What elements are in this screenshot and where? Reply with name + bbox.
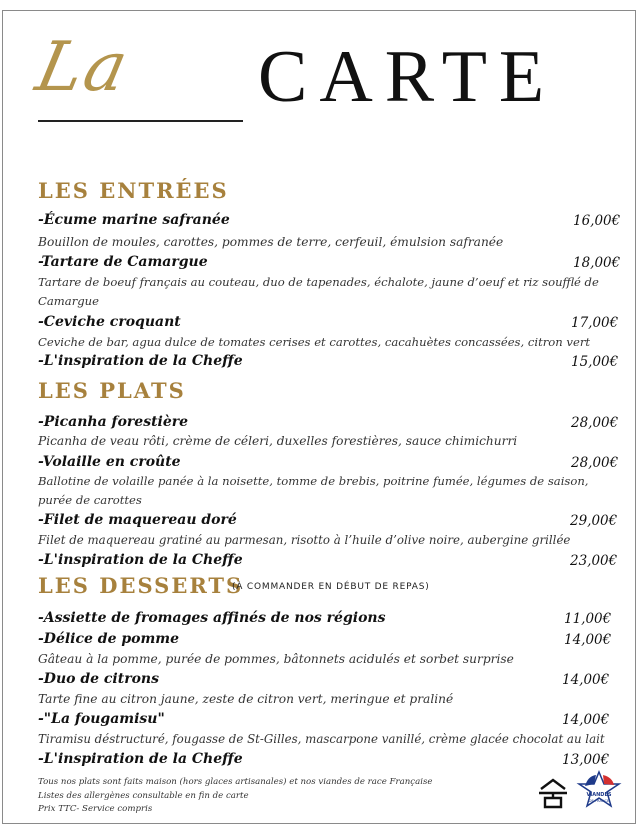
dish-name: -Duo de citrons bbox=[38, 671, 159, 687]
dish-name: -"La fougamisu" bbox=[38, 711, 165, 727]
logo-text: DE FRANCE bbox=[588, 799, 610, 803]
viandes-de-france-logo bbox=[576, 770, 622, 814]
section-title-desserts: LES DESSERTS bbox=[38, 573, 244, 598]
dish-price: 14,00€ bbox=[562, 712, 610, 728]
dish-description: Tartare de boeuf français au couteau, duo de tapenades, échalote, jaune d’oeuf et riz soufflé de bbox=[38, 275, 599, 289]
dish-price: 17,00€ bbox=[571, 315, 619, 331]
dish-name: -Volaille en croûte bbox=[38, 454, 181, 470]
footer-line: Listes des allergènes consultable en fin de carte bbox=[38, 790, 249, 801]
dish-description: Picanha de veau rôti, crème de céleri, duxelles forestières, sauce chimichurri bbox=[38, 434, 518, 448]
dish-name: -Picanha forestière bbox=[38, 414, 189, 430]
dish-price: 14,00€ bbox=[564, 632, 612, 648]
dish-description: Ballotine de volaille panée à la noisette, tomme de brebis, poitrine fumée, légumes de saison, bbox=[38, 474, 589, 488]
footer-line: Prix TTC- Service compris bbox=[38, 804, 153, 814]
dish-price: 15,00€ bbox=[571, 354, 619, 370]
script-title: La bbox=[29, 28, 137, 107]
dish-description: Tarte fine au citron jaune, zeste de citron vert, meringue et praliné bbox=[38, 692, 454, 706]
dish-description: Filet de maquereau gratiné au parmesan, risotto à l’huile d’olive noire, aubergine grillée bbox=[38, 533, 571, 547]
dish-description: Camargue bbox=[38, 294, 99, 308]
dish-price: 28,00€ bbox=[571, 455, 619, 471]
dish-name: -Ceviche croquant bbox=[38, 314, 181, 330]
dish-price: 28,00€ bbox=[571, 415, 619, 431]
logo-text: VIANDES bbox=[586, 792, 612, 798]
dish-price: 16,00€ bbox=[573, 213, 621, 229]
dish-description: Bouillon de moules, carottes, pommes de terre, cerfeuil, émulsion safranée bbox=[38, 235, 504, 249]
footer-notes bbox=[38, 776, 432, 817]
dish-price: 13,00€ bbox=[562, 752, 610, 768]
dish-name: -Tartare de Camargue bbox=[38, 254, 208, 270]
house-logo-icon bbox=[537, 776, 569, 810]
dish-description: purée de carottes bbox=[38, 493, 142, 507]
dish-price: 29,00€ bbox=[570, 513, 618, 529]
dish-description: Ceviche de bar, agua dulce de tomates cerises et carottes, cacahuètes concassées, citron vert bbox=[38, 335, 591, 349]
dish-name: -L'inspiration de la Cheffe bbox=[38, 353, 243, 369]
dish-price: 23,00€ bbox=[570, 553, 618, 569]
star-flag-icon bbox=[576, 770, 622, 814]
dish-name: -Filet de maquereau doré bbox=[38, 512, 237, 528]
dish-description: Gâteau à la pomme, purée de pommes, bâtonnets acidulés et sorbet surprise bbox=[38, 652, 514, 666]
dish-name: -L'inspiration de la Cheffe bbox=[38, 751, 243, 767]
dish-name: -Assiette de fromages affinés de nos régions bbox=[38, 610, 386, 626]
dish-description: Tiramisu déstructuré, fougasse de St-Gilles, mascarpone vanillé, crème glacée chocolat au lait bbox=[38, 732, 605, 746]
dish-price: 11,00€ bbox=[564, 611, 612, 627]
dish-price: 18,00€ bbox=[573, 255, 621, 271]
footer-line: Tous nos plats sont faits maison (hors glaces artisanales) et nos viandes de race Française bbox=[38, 777, 433, 787]
dish-name: -L'inspiration de la Cheffe bbox=[38, 552, 243, 568]
page-title: CARTE bbox=[258, 36, 557, 118]
section-title-entrees: LES ENTRÉES bbox=[38, 178, 229, 203]
section-title-plats: LES PLATS bbox=[38, 378, 186, 403]
desserts-note: (À COMMANDER EN DÉBUT DE REPAS) bbox=[232, 582, 430, 592]
dish-name: -Délice de pomme bbox=[38, 631, 180, 647]
title-underline bbox=[38, 120, 243, 122]
dish-name: -Écume marine safranée bbox=[38, 212, 230, 228]
dish-price: 14,00€ bbox=[562, 672, 610, 688]
